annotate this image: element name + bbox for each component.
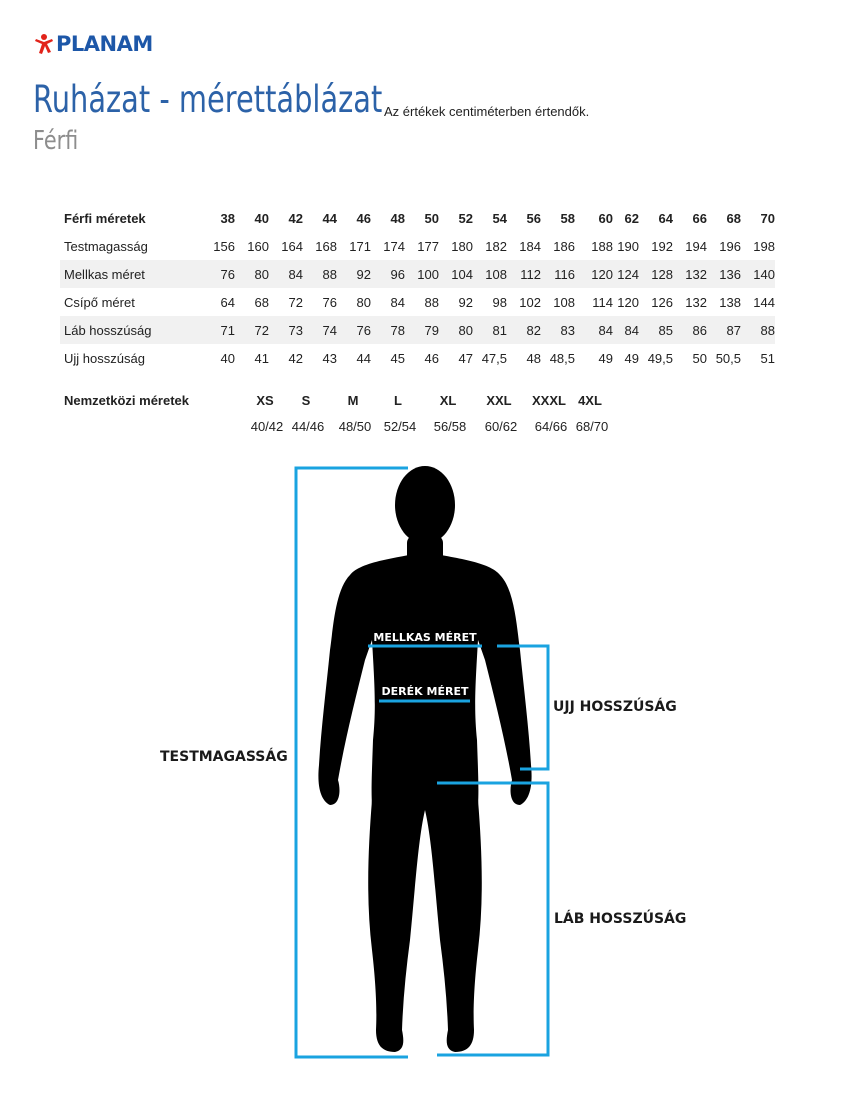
- table-cell: 46: [424, 350, 439, 366]
- size-column-header: 52: [458, 210, 473, 226]
- table-cell: 126: [651, 294, 673, 310]
- table-cell: 72: [288, 294, 303, 310]
- size-column-header: 68: [726, 210, 741, 226]
- sleeve-label: UJJ HOSSZÚSÁG: [553, 699, 677, 715]
- table-cell: 50: [692, 350, 707, 366]
- table-cell: 88: [424, 294, 439, 310]
- size-column-header: 38: [220, 210, 235, 226]
- table-cell: 43: [322, 350, 337, 366]
- table-cell: 49: [598, 350, 613, 366]
- table-cell: 45: [390, 350, 405, 366]
- table-cell: 92: [337, 260, 371, 288]
- table-cell: 98: [492, 294, 507, 310]
- planam-figure-icon: [34, 33, 54, 55]
- international-size-range: 52/54: [383, 419, 417, 434]
- body-measurement-figure: [0, 460, 848, 1093]
- table-row: [60, 344, 775, 372]
- table-cell: 102: [519, 294, 541, 310]
- international-size-code: 4XL: [578, 393, 602, 408]
- table-cell: 80: [235, 260, 269, 288]
- table-cell: 192: [651, 238, 673, 254]
- table-cell: 64: [220, 294, 235, 310]
- units-note: Az értékek centiméterben értendők.: [384, 104, 590, 119]
- table-row: [60, 316, 775, 344]
- table-cell: 40: [220, 350, 235, 366]
- table-cell: 78: [371, 316, 405, 344]
- table-cell: 73: [269, 316, 303, 344]
- size-column-header: 48: [390, 210, 405, 226]
- table-cell: 88: [741, 316, 775, 344]
- table-cell: 108: [553, 294, 575, 310]
- table-cell: 72: [235, 316, 269, 344]
- international-size-code: XXXL: [532, 393, 566, 408]
- table-cell: 80: [439, 316, 473, 344]
- table-cell: 74: [303, 316, 337, 344]
- table-cell: 49: [624, 350, 639, 366]
- table-cell: 49,5: [647, 350, 673, 366]
- table-cell: 42: [288, 350, 303, 366]
- table-cell: 84: [613, 316, 639, 344]
- table-cell: 132: [685, 294, 707, 310]
- table-cell: 124: [613, 260, 639, 288]
- international-size-code: XL: [439, 393, 457, 408]
- table-cell: 84: [575, 316, 613, 344]
- table-cell: 104: [439, 260, 473, 288]
- size-column-header: 44: [322, 210, 337, 226]
- row-label: Mellkas méret: [60, 260, 199, 288]
- table-cell: 120: [617, 294, 639, 310]
- size-table: [60, 204, 775, 372]
- table-cell: 180: [451, 238, 473, 254]
- international-size-range: 64/66: [534, 419, 568, 434]
- table-cell: 68: [254, 294, 269, 310]
- table-cell: 100: [405, 260, 439, 288]
- table-row: [60, 260, 775, 288]
- table-cell: 190: [617, 238, 639, 254]
- table-cell: 47: [458, 350, 473, 366]
- size-column-header: 50: [424, 210, 439, 226]
- size-column-header: 60: [598, 210, 613, 226]
- table-cell: 82: [507, 316, 541, 344]
- table-cell: 76: [322, 294, 337, 310]
- table-cell: 85: [639, 316, 673, 344]
- waist-label: DERÉK MÉRET: [381, 685, 469, 698]
- international-sizes-label: Nemzetközi méretek: [64, 393, 189, 408]
- table-cell: 112: [507, 260, 541, 288]
- table-cell: 44: [356, 350, 371, 366]
- table-cell: 164: [281, 238, 303, 254]
- page-subtitle: Férfi: [33, 126, 79, 156]
- table-cell: 51: [760, 350, 775, 366]
- table-cell: 138: [719, 294, 741, 310]
- leg-label: LÁB HOSSZÚSÁG: [554, 911, 687, 927]
- international-size-code: M: [347, 393, 359, 408]
- international-size-code: S: [301, 393, 311, 408]
- size-column-header: 58: [560, 210, 575, 226]
- chest-label: MELLKAS MÉRET: [373, 631, 477, 644]
- table-cell: 177: [417, 238, 439, 254]
- size-column-header: 54: [492, 210, 507, 226]
- size-column-header: 46: [356, 210, 371, 226]
- table-cell: 76: [199, 260, 235, 288]
- international-size-range: 44/46: [291, 419, 325, 434]
- size-column-header: 56: [526, 210, 541, 226]
- size-column-header: 62: [624, 210, 639, 226]
- table-cell: 71: [199, 316, 235, 344]
- table-cell: 48,5: [549, 350, 575, 366]
- international-size-range: 68/70: [575, 419, 609, 434]
- table-cell: 140: [741, 260, 775, 288]
- international-size-range: 48/50: [338, 419, 372, 434]
- table-cell: 160: [247, 238, 269, 254]
- table-cell: 96: [371, 260, 405, 288]
- table-cell: 132: [673, 260, 707, 288]
- table-cell: 120: [575, 260, 613, 288]
- international-size-code: XS: [256, 393, 274, 408]
- table-cell: 87: [707, 316, 741, 344]
- table-cell: 156: [213, 238, 235, 254]
- size-column-header: 64: [658, 210, 673, 226]
- international-size-code: L: [394, 393, 402, 408]
- table-cell: 81: [473, 316, 507, 344]
- table-cell: 76: [337, 316, 371, 344]
- international-size-range: 60/62: [484, 419, 518, 434]
- table-cell: 79: [405, 316, 439, 344]
- row-label: Csípő méret: [64, 294, 135, 310]
- international-size-range: 40/42: [250, 419, 284, 434]
- table-cell: 116: [541, 260, 575, 288]
- international-size-range: 56/58: [433, 419, 467, 434]
- table-cell: 88: [303, 260, 337, 288]
- table-cell: 188: [591, 238, 613, 254]
- size-column-header: 40: [254, 210, 269, 226]
- table-cell: 168: [315, 238, 337, 254]
- international-size-code: XXL: [486, 393, 512, 408]
- table-cell: 136: [707, 260, 741, 288]
- table-cell: 92: [458, 294, 473, 310]
- table-cell: 184: [519, 238, 541, 254]
- size-table-header: [60, 204, 775, 232]
- size-table-header-label: Férfi méretek: [64, 210, 146, 226]
- table-cell: 48: [526, 350, 541, 366]
- size-column-header: 42: [288, 210, 303, 226]
- table-cell: 186: [553, 238, 575, 254]
- table-cell: 41: [254, 350, 269, 366]
- table-cell: 128: [639, 260, 673, 288]
- table-cell: 174: [383, 238, 405, 254]
- row-label: Láb hosszúság: [60, 316, 199, 344]
- size-column-header: 70: [760, 210, 775, 226]
- brand-name: PLANAM: [56, 32, 153, 56]
- table-cell: 84: [269, 260, 303, 288]
- row-label: Ujj hosszúság: [64, 350, 145, 366]
- table-cell: 86: [673, 316, 707, 344]
- human-body-silhouette-icon: [318, 466, 531, 1052]
- table-cell: 171: [349, 238, 371, 254]
- size-column-header: 66: [692, 210, 707, 226]
- table-cell: 80: [356, 294, 371, 310]
- table-cell: 108: [473, 260, 507, 288]
- table-row: [60, 232, 775, 260]
- table-cell: 144: [753, 294, 775, 310]
- table-cell: 50,5: [715, 350, 741, 366]
- table-cell: 194: [685, 238, 707, 254]
- page-title: Ruházat - mérettáblázat: [33, 78, 383, 121]
- table-cell: 83: [541, 316, 575, 344]
- row-label: Testmagasság: [64, 238, 148, 254]
- table-cell: 182: [485, 238, 507, 254]
- table-cell: 47,5: [481, 350, 507, 366]
- table-cell: 196: [719, 238, 741, 254]
- height-label: TESTMAGASSÁG: [160, 749, 288, 765]
- table-row: [60, 288, 775, 316]
- table-cell: 84: [390, 294, 405, 310]
- table-cell: 114: [592, 294, 613, 310]
- table-cell: 198: [753, 238, 775, 254]
- brand-logo: [34, 32, 153, 56]
